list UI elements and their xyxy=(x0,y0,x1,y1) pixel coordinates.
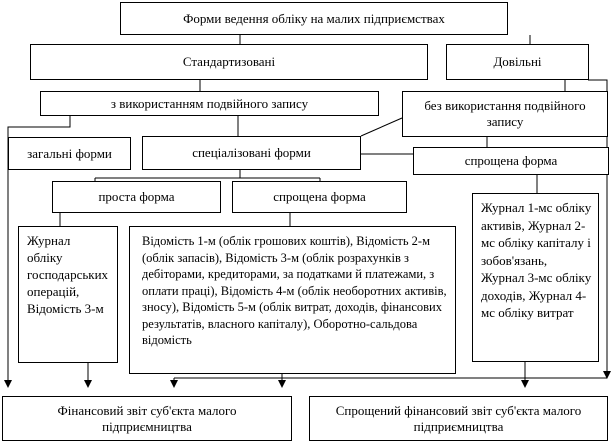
journals-box xyxy=(472,193,599,362)
simplified-form-label: спрощена форма xyxy=(273,189,366,204)
with-double-entry-box xyxy=(40,91,379,116)
simplified-report-label: Спрощений фінансовий звіт суб'єкта малого підприємництва xyxy=(335,402,582,434)
statements-label: Відомість 1-м (облік грошових коштів), Відомість 2-м (облік запасів), Відомість 3-м (облік розрахунків з дебіторами, кредиторами, за податками й платежами, з оплати праці), Відомість 4-м (облік необоротних активів, зносу), Відомість 5-м (облік витрат, доходів, фінансових результатів, власного капіталу), Оборотно-сальдова відомість xyxy=(142,234,447,347)
financial-report-box xyxy=(2,396,292,441)
simplified-report-box xyxy=(309,396,608,441)
simple-form-label: проста форма xyxy=(98,189,175,204)
standardized-label: Стандартизовані xyxy=(182,54,276,69)
journal-operations-label: Журнал обліку господарських операцій, Відомість 3-м xyxy=(27,233,109,316)
financial-report-label: Фінансовий звіт суб'єкта малого підприємництва xyxy=(57,402,237,434)
general-forms-label: загальні форми xyxy=(27,145,112,161)
standardized-box xyxy=(30,44,428,80)
simplified-form-right-box xyxy=(413,147,609,175)
specialized-forms-label: спеціалізовані форми xyxy=(192,145,311,160)
statements-box xyxy=(129,226,456,374)
simple-form-box xyxy=(52,181,221,213)
root-label: Форми ведення обліку на малих підприємствах xyxy=(183,10,445,26)
without-double-entry-box xyxy=(402,91,608,137)
without-double-entry-label: без використання подвійного запису xyxy=(424,98,586,129)
root-box xyxy=(120,2,508,35)
journals-label: Журнал 1-мс обліку активів, Журнал 2-мс обліку капіталу і зобов'язань, Журнал 3-мс обліку доходів, Журнал 4-мс обліку витрат xyxy=(481,200,592,320)
general-forms-box xyxy=(8,137,131,170)
line-nodouble-specialized xyxy=(361,118,402,136)
arbitrary-box xyxy=(446,44,589,80)
arbitrary-label: Довільні xyxy=(493,54,542,69)
with-double-entry-label: з використанням подвійного запису xyxy=(110,95,309,111)
simplified-form-right-label: спрощена форма xyxy=(464,153,558,168)
specialized-forms-box xyxy=(142,136,361,170)
journal-operations-box xyxy=(18,226,118,363)
simplified-form-box xyxy=(232,181,407,213)
